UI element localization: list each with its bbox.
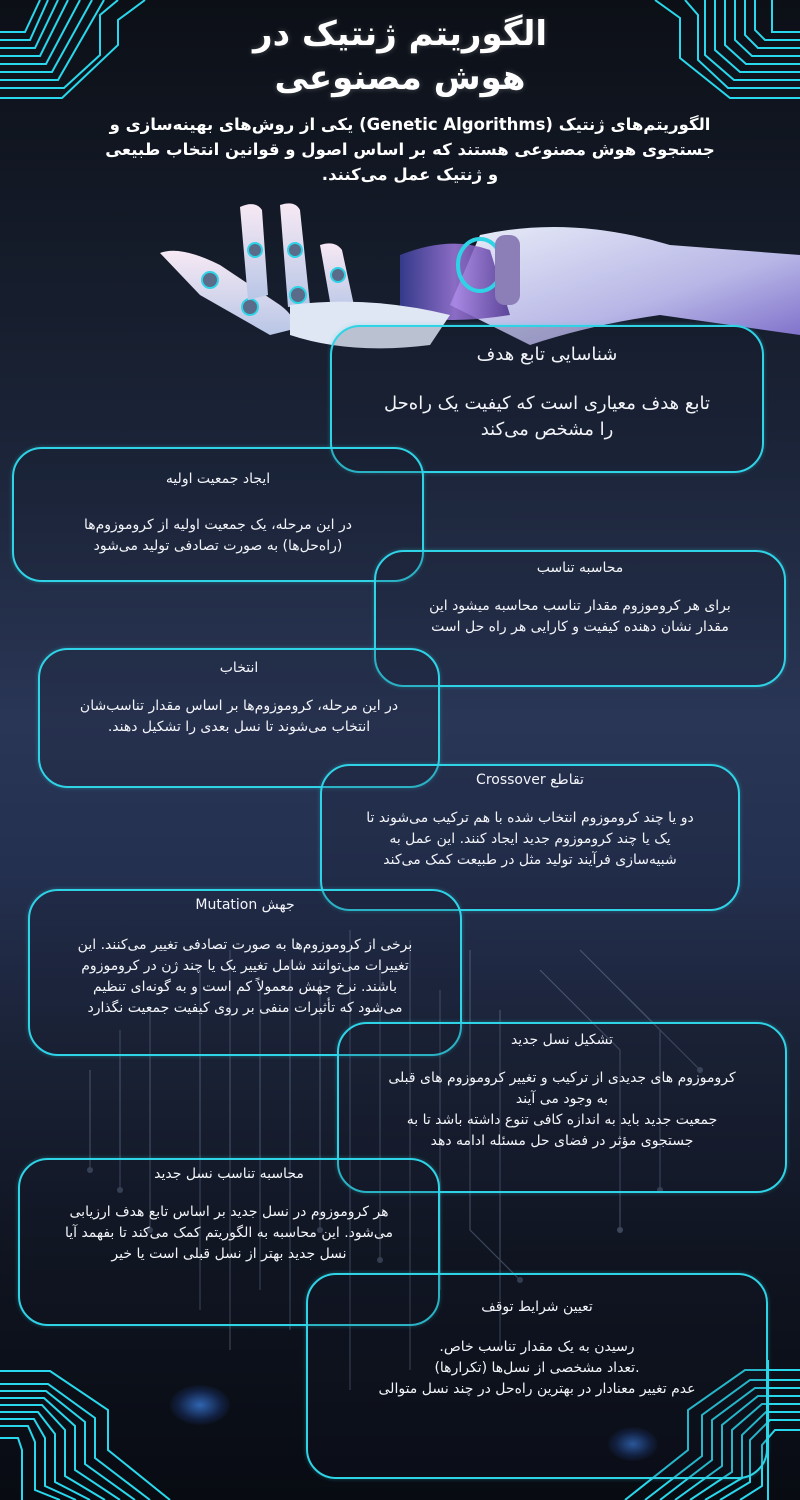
intro-paragraph: الگوریتم‌های ژنتیک (Genetic Algorithms) یکی از روش‌های بهینه‌سازی و جستجوی هوش مصنوعی هستند که بر اساس اصول و قوانین انتخاب طبیعی و ژنتیک عمل می‌کنند. bbox=[105, 115, 715, 184]
step-body: در این مرحله، کروموزوم‌ها بر اساس مقدار تناسب‌شان انتخاب می‌شوند تا نسل بعدی را تشکیل دهند. bbox=[79, 698, 399, 735]
title-line-2: هوش مصنوعی bbox=[274, 58, 526, 98]
step-title: تقاطع Crossover bbox=[476, 772, 584, 788]
step-title: ایجاد جمعیت اولیه bbox=[165, 471, 271, 487]
step-body: رسیدن به یک مقدار تناسب خاص. .تعداد مشخصی از نسل‌ها (تکرارها) عدم تغییر معنادار در بهترین راه‌حل در چند نسل متوالی bbox=[378, 1339, 696, 1397]
step-title: محاسبه تناسب نسل جدید bbox=[154, 1166, 304, 1182]
step-body: تابع هدف معیاری است که کیفیت یک راه‌حل را مشخص می‌کند bbox=[384, 393, 710, 440]
step-body: برخی از کروموزوم‌ها به صورت تصادفی تغییر می‌کنند. این تغییرات می‌توانند شامل تغییر یک یا چند ژن در کروموزوم باشند. نرخ جهش معمولاً کم است و به گونه‌ای تنظیم می‌شود که تأثیرات منفی بر روی کیفیت جمعیت نگذارد bbox=[77, 937, 413, 1016]
step-body: هر کروموزوم در نسل جدید بر اساس تابع هدف ارزیابی می‌شود. این محاسبه به الگوریتم کمک می‌کند تا بفهمد آیا نسل جدید بهتر از نسل قبلی است یا خیر bbox=[64, 1204, 394, 1262]
step-body: کروموزوم های جدیدی از ترکیب و تغییر کروموزوم های قبلی به وجود می آیند جمعیت جدید باید به اندازه کافی تنوع داشته باشد تا به جستجوی مؤثر در فضای حل مسئله ادامه دهد bbox=[388, 1070, 736, 1149]
step-title: محاسبه تناسب bbox=[536, 560, 624, 576]
step-body: در این مرحله، یک جمعیت اولیه از کروموزوم‌ها (راه‌حل‌ها) به صورت تصادفی تولید می‌شود bbox=[83, 517, 353, 554]
blue-glow bbox=[170, 1385, 230, 1425]
title-line-1: الگوریتم ژنتیک در bbox=[253, 14, 547, 54]
step-title: انتخاب bbox=[219, 660, 259, 676]
circuit-corner-bottom-left bbox=[0, 1360, 200, 1500]
step-title: تعیین شرایط توقف bbox=[481, 1299, 593, 1315]
step-title: جهش Mutation bbox=[195, 897, 295, 913]
page-title bbox=[0, 12, 800, 100]
step-body: برای هر کروموزوم مقدار تناسب محاسبه میشود این مقدار نشان دهنده کیفیت و کارایی هر راه حل است bbox=[429, 598, 731, 635]
step-body: دو یا چند کروموزوم انتخاب شده با هم ترکیب می‌شوند تا یک یا چند کروموزوم جدید ایجاد کنند. این عمل به شبیه‌سازی فرآیند تولید مثل در طبیعت کمک می‌کند bbox=[366, 810, 694, 868]
step-card-stopping-conditions bbox=[306, 1273, 768, 1479]
step-title: تشکیل نسل جدید bbox=[510, 1032, 614, 1048]
step-card-initial-population bbox=[12, 447, 424, 582]
step-title: شناسایی تابع هدف bbox=[476, 344, 618, 365]
